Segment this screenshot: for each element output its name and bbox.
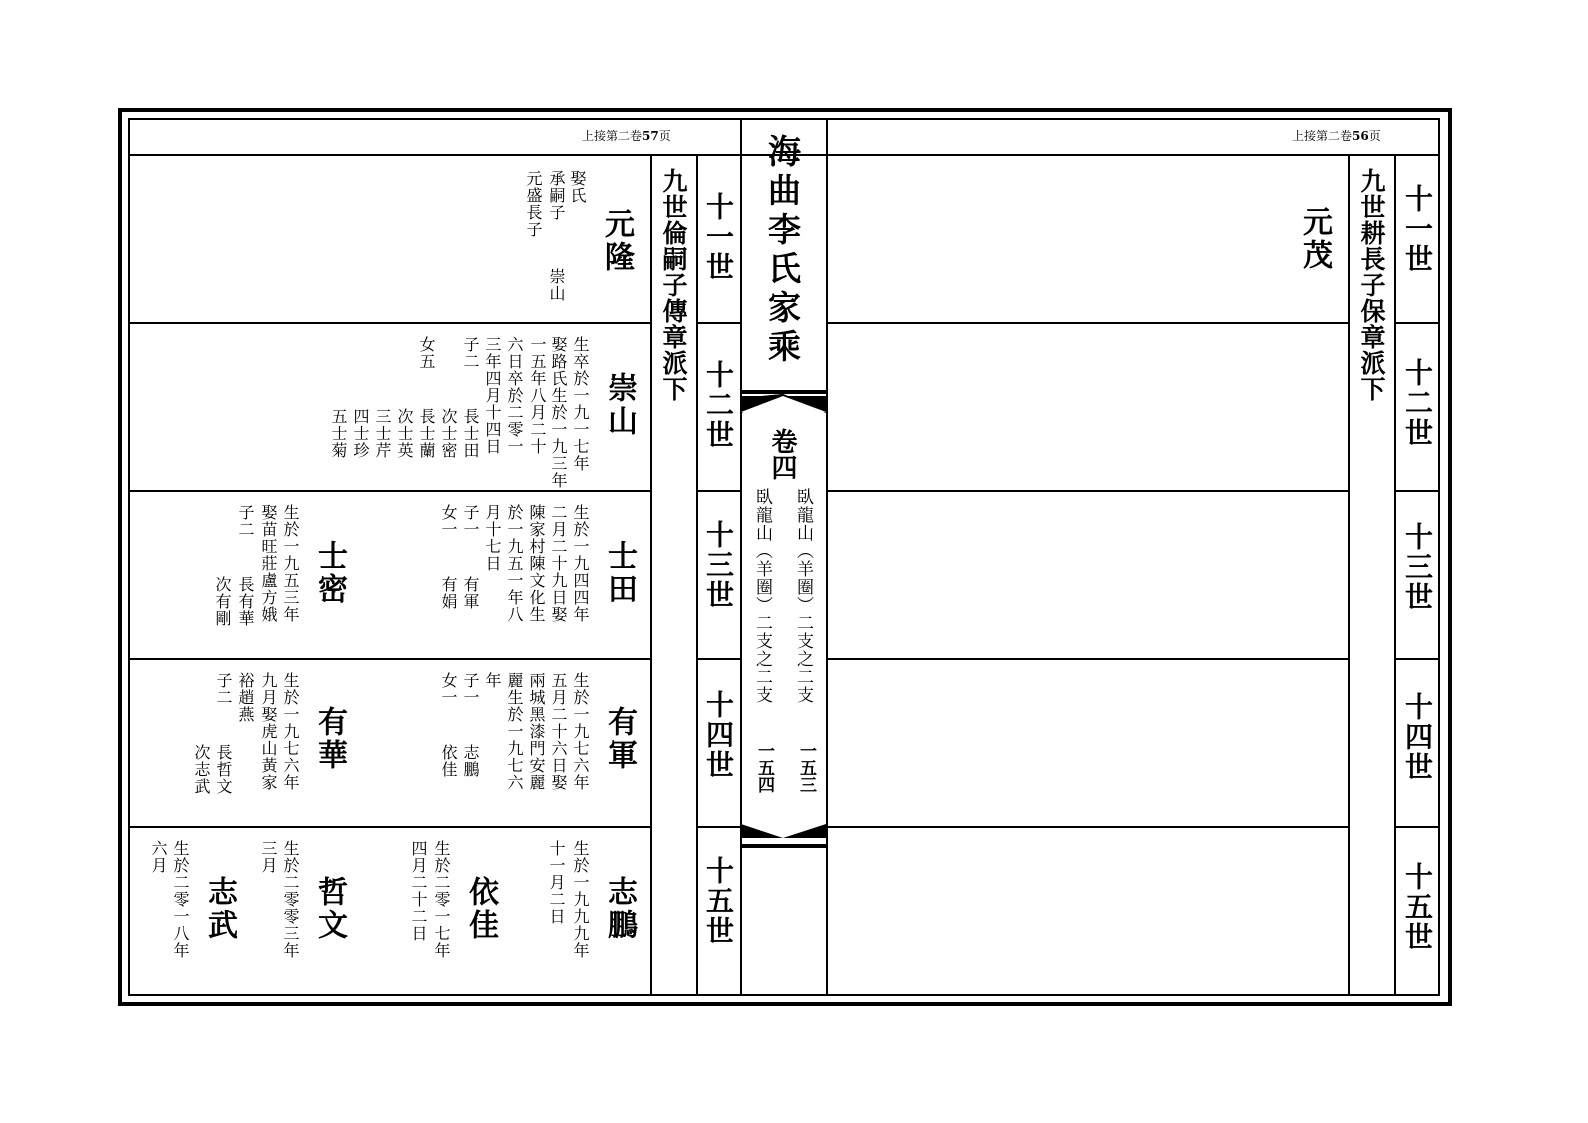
shimi-line-5: 次有剛: [213, 576, 232, 627]
youhua-line-3: 裕趙燕: [236, 672, 255, 723]
left-gen-line-4: [696, 826, 740, 828]
shitian-line-5: 月十七日: [483, 504, 502, 572]
right-branch-title: 九世耕長子保章派下: [1357, 168, 1386, 402]
chongshan-line-4: 六日卒於二零一: [505, 336, 524, 455]
left-row-line-1: [130, 322, 650, 324]
left-gen-12: 十二世: [702, 360, 735, 450]
chapter-left: 臥龍山（羊圈）二支之二支: [752, 488, 772, 704]
shitian-line-8: 女一: [439, 504, 458, 538]
zhiwu-line-2: 六月: [149, 840, 168, 874]
left-header-prefix: 上接第二卷: [582, 129, 643, 143]
zhewen-line-1: 生於二零零三年: [281, 840, 300, 959]
left-row-line-4: [130, 826, 650, 828]
left-gen-line-1: [696, 322, 740, 324]
yuanlong-line-2: 承嗣子: [547, 170, 566, 221]
right-branch-col-line: [1348, 154, 1350, 996]
right-gen-15: 十五世: [1401, 862, 1434, 952]
right-gen-col-line: [1394, 154, 1396, 996]
youjun-line-6: 子一: [461, 672, 480, 706]
person-name-shitian: 士田: [602, 540, 637, 606]
right-header-num: 56: [1352, 129, 1369, 143]
zhipeng-line-1: 生於一九九九年: [571, 840, 590, 959]
person-name-chongshan: 崇山: [602, 372, 637, 438]
shimi-line-2: 娶苗旺莊盧方娥: [259, 504, 278, 623]
left-gen-line-3: [696, 658, 740, 660]
shitian-line-7: 有軍: [461, 576, 480, 610]
person-name-zhiwu: 志武: [202, 876, 237, 942]
yuanlong-line-3: 元盛長子: [524, 170, 543, 238]
right-gen-line-2: [1394, 490, 1440, 492]
left-header-suffix: 页: [658, 129, 671, 143]
person-name-youjun: 有軍: [602, 706, 637, 772]
zhiwu-line-1: 生於二零一八年: [171, 840, 190, 959]
youjun-line-8: 女一: [439, 672, 458, 706]
right-gen-13: 十三世: [1401, 522, 1434, 612]
yuanlong-line-1: 娶氏: [568, 170, 587, 204]
volume-label: 卷四: [767, 428, 797, 480]
shimi-line-3: 子二: [236, 504, 255, 538]
right-row-line-1: [828, 322, 1348, 324]
person-name-yuanlong: 元隆: [599, 208, 634, 274]
right-gen-line-4: [1394, 826, 1440, 828]
right-header-prefix: 上接第二卷: [1292, 129, 1353, 143]
person-name-zhipeng: 志鵬: [602, 876, 637, 942]
right-gen-11: 十一世: [1401, 184, 1434, 274]
right-header-suffix: 页: [1368, 129, 1381, 143]
chongshan-line-10: 長士蘭: [417, 408, 436, 459]
chongshan-line-13: 四士珍: [351, 408, 370, 459]
youjun-line-2: 五月二十六日娶: [549, 672, 568, 791]
chongshan-line-5: 三年四月十四日: [483, 336, 502, 455]
chongshan-line-1: 生卒於一九一七年: [571, 336, 590, 472]
right-gen-line-1: [1394, 322, 1440, 324]
left-gen-11: 十一世: [702, 192, 735, 282]
youhua-line-6: 次志武: [192, 744, 211, 795]
shitian-line-1: 生於一九四四年: [571, 504, 590, 623]
page-number-left: 一五四: [754, 742, 774, 793]
shitian-line-6: 子一: [461, 504, 480, 538]
chapter-right: 臥龍山（羊圈）二支之二支: [793, 488, 813, 704]
youjun-line-7: 志鵬: [461, 744, 480, 778]
person-name-yijia: 依佳: [463, 876, 498, 942]
page-number-right: 一五三: [796, 742, 816, 793]
zhewen-line-2: 三月: [259, 840, 278, 874]
youjun-line-9: 依佳: [439, 744, 458, 778]
youhua-line-5: 長哲文: [214, 744, 233, 795]
shitian-line-3: 陳家村陳文化生: [527, 504, 546, 623]
youhua-line-4: 子二: [214, 672, 233, 706]
person-name-zhewen: 哲文: [312, 876, 347, 942]
right-row-line-3: [828, 658, 1348, 660]
youjun-line-1: 生於一九七六年: [571, 672, 590, 791]
shimi-line-1: 生於一九五三年: [281, 504, 300, 623]
person-name-yuanmao: 元茂: [1297, 206, 1332, 272]
shitian-line-4: 於一九五一年八: [505, 504, 524, 623]
shitian-line-9: 有娟: [439, 576, 458, 610]
left-gen-line-2: [696, 490, 740, 492]
youjun-line-5: 年: [483, 672, 502, 689]
chongshan-line-2: 娶路氏生於一九三年: [549, 336, 568, 489]
person-name-shimi: 士密: [312, 540, 347, 606]
chongshan-line-6: 子二: [461, 336, 480, 370]
chongshan-line-9: 女五: [417, 336, 436, 370]
right-gen-12: 十二世: [1401, 358, 1434, 448]
yijia-line-2: 四月二十二日: [409, 840, 428, 942]
shitian-line-2: 二月二十九日娶: [549, 504, 568, 623]
right-gen-14: 十四世: [1401, 692, 1434, 782]
left-branch-col-line: [650, 154, 652, 996]
book-title: 海曲李氏家乘: [763, 134, 802, 368]
left-gen-13: 十三世: [702, 520, 735, 610]
left-header-num: 57: [642, 129, 659, 143]
youhua-line-1: 生於一九七六年: [281, 672, 300, 791]
left-gen-col-line: [696, 154, 698, 996]
right-gen-line-3: [1394, 658, 1440, 660]
youhua-line-2: 九月娶虎山黃家: [259, 672, 278, 791]
right-page-header: [1292, 129, 1381, 143]
chongshan-line-3: 一五年八月二十: [528, 336, 547, 455]
chongshan-line-7: 長士田: [461, 408, 480, 459]
yijia-line-1: 生於二零一七年: [432, 840, 451, 959]
right-row-line-4: [828, 826, 1348, 828]
chongshan-line-14: 五士菊: [329, 408, 348, 459]
spine-right-line: [826, 118, 828, 996]
chongshan-line-8: 次士密: [439, 408, 458, 459]
yuanlong-line-4: 崇山: [547, 268, 566, 302]
chongshan-line-12: 三士芹: [373, 408, 392, 459]
youjun-line-3: 兩城黑漆門安麗: [527, 672, 546, 791]
left-branch-title: 九世倫嗣子傳章派下: [659, 168, 688, 402]
left-row-line-3: [130, 658, 650, 660]
left-row-line-2: [130, 490, 650, 492]
right-row-line-2: [828, 490, 1348, 492]
shimi-line-4: 長有華: [236, 576, 255, 627]
left-gen-15: 十五世: [702, 856, 735, 946]
left-gen-14: 十四世: [702, 690, 735, 780]
left-page-header: [582, 129, 671, 143]
chongshan-line-11: 次士英: [395, 408, 414, 459]
person-name-youhua: 有華: [312, 706, 347, 772]
youjun-line-4: 麗生於一九七六: [505, 672, 524, 791]
zhipeng-line-2: 十一月二日: [547, 840, 566, 925]
